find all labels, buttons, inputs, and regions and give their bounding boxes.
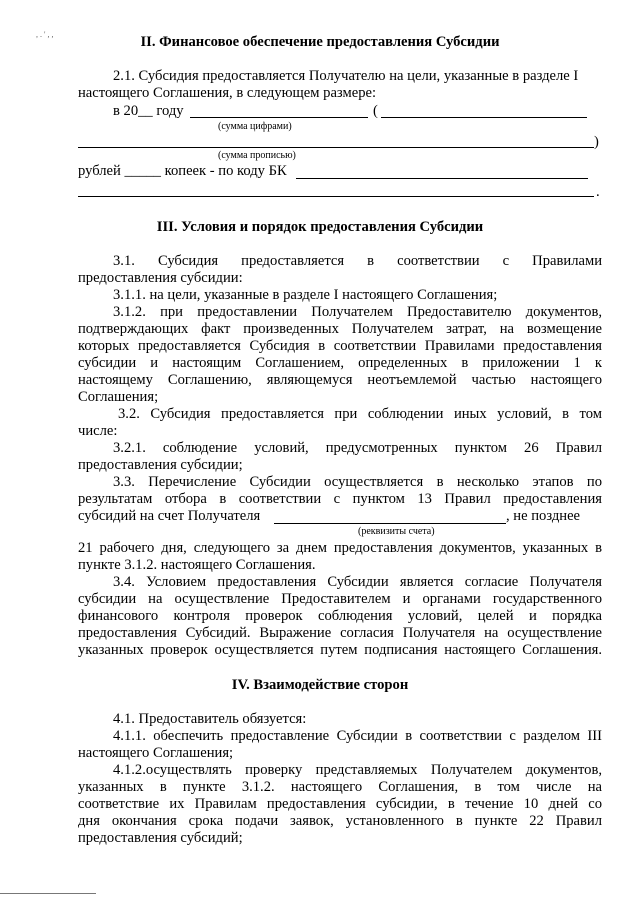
line-period: . [596,184,600,200]
paragraph-3-2-line-2: числе: [78,423,118,439]
paragraph-3-2-1-line-1: 3.2.1. соблюдение условий, предусмотренных пунктом 26 Правил [113,440,602,456]
paragraph-2-1-line-1: 2.1. Субсидия предоставляется Получателю на цели, указанные в разделе I [113,68,579,84]
paragraph-3-1-line-1: 3.1. Субсидия предоставляется в соответствии с Правилами [113,253,602,269]
paragraph-3-1-1: 3.1.1. на цели, указанные в разделе I настоящего Соглашения; [113,287,498,303]
paragraph-3-3-line-4: 21 рабочего дня, следующего за днем предоставления документов, указанных в [78,540,602,556]
paragraph-3-2-line-1: 3.2. Субсидия предоставляется при соблюдении иных условий, в том [118,406,602,422]
section-2-heading: II. Финансовое обеспечение предоставления Субсидии [140,34,500,50]
sum-digits-line [190,117,368,118]
paragraph-3-1-2-line-1: 3.1.2. при предоставлении Получателем Предоставителю документов, [113,304,602,320]
paren-close: ) [594,134,599,150]
paragraph-3-4-line-1: 3.4. Условием предоставления Субсидии является согласие Получателя [113,574,602,590]
paragraph-3-4-line-4: предоставления Субсидий. Выражение согласия Получателя на осуществление [78,625,602,641]
paren-open: ( [373,103,378,119]
account-details-caption: (реквизиты счета) [358,526,435,537]
paragraph-3-4-line-2: субсидии на осуществление Предоставителем и органами государственного [78,591,602,607]
sum-digits-caption: (сумма цифрами) [218,121,292,132]
paragraph-3-1-2-line-6: Соглашения; [78,389,159,405]
paragraph-3-2-1-line-2: предоставления субсидии; [78,457,243,473]
paragraph-3-4-line-3: финансового контроля проверок соблюдения условий, целей и порядка [78,608,602,624]
paragraph-3-3-line-2: результатам отбора в соответствии с пунктом 13 Правил предоставления [78,491,602,507]
paragraph-4-1-2-line-5: предоставления субсидий; [78,830,243,846]
budget-code-line [296,178,588,179]
paragraph-4-1-2-line-3: соответствие их Правилам предоставления субсидии, в течение 10 дней со [78,796,602,812]
paragraph-3-1-2-line-4: субсидии и настоящим Соглашением, определенных в приложении 1 к [78,355,602,371]
paragraph-3-1-2-line-5: настоящему Соглашению, являющемуся неотъемлемой частью настоящего [78,372,602,388]
paragraph-4-1-1-line-1: 4.1.1. обеспечить предоставление Субсидии в соответствии с разделом III [113,728,602,744]
paragraph-3-1-2-line-2: подтверждающих факт произведенных Получателем затрат, на возмещение [78,321,602,337]
year-label: в 20__ году [113,103,184,119]
paragraph-3-3-line-3-end: , не позднее [506,508,581,524]
paragraph-4-1-2-line-4: дня окончания срока подачи заявок, установленного в пункте 22 Правил [78,813,602,829]
paragraph-3-1-2-line-3: которых предоставляется Субсидия в соответствии Правилами предоставления [78,338,602,354]
sum-digits-paren-line [381,117,587,118]
paragraph-3-3-line-3-start: субсидий на счет Получателя [78,508,261,524]
footnote-separator [0,893,96,894]
paragraph-3-1-line-2: предоставления субсидии: [78,270,243,286]
section-4-heading: IV. Взаимодействие сторон [231,677,409,693]
paragraph-4-1-2-line-2: указанных в пункте 3.1.2. настоящего Соглашения, в том числе на [78,779,602,795]
paragraph-4-1-2-line-1: 4.1.2.осуществлять проверку представляемых Получателем документов, [113,762,602,778]
paragraph-3-3-line-5: пункте 3.1.2. настоящего Соглашения. [78,557,316,573]
budget-code-line-2 [78,196,594,197]
account-details-line [274,523,506,524]
scan-marks: , . ' , , [36,30,54,39]
rubles-kopecks-label: рублей _____ копеек - по коду БК [78,163,287,179]
sum-words-line [78,147,594,148]
paragraph-4-1: 4.1. Предоставитель обязуется: [113,711,307,727]
paragraph-3-4-line-5: указанных проверок осуществляется путем подписания настоящего Соглашения. [78,642,602,658]
paragraph-4-1-1-line-2: настоящего Соглашения; [78,745,234,761]
paragraph-2-1-line-2: настоящего Соглашения, в следующем размере: [78,85,377,101]
paragraph-3-3-line-1: 3.3. Перечисление Субсидии осуществляется в несколько этапов по [113,474,602,490]
section-3-heading: III. Условия и порядок предоставления Субсидии [156,219,484,235]
sum-words-caption: (сумма прописью) [218,150,296,161]
